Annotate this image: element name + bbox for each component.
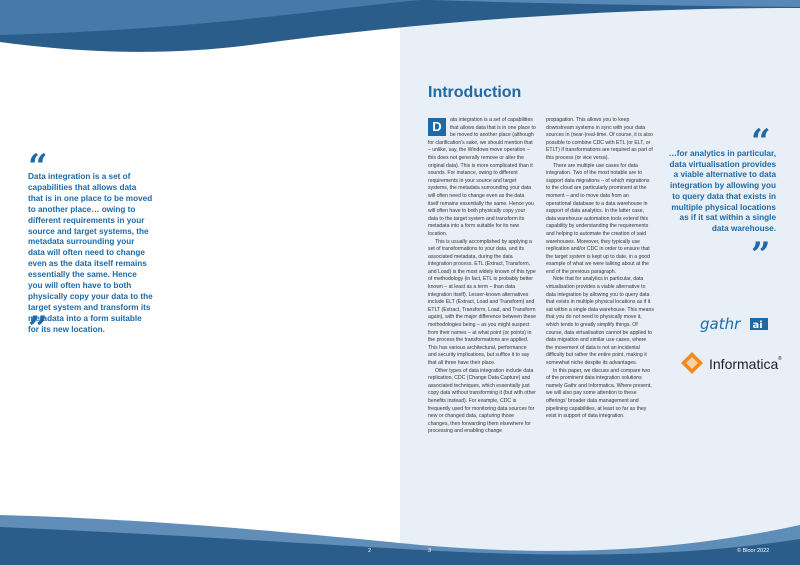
paragraph: In this paper, we discuss and compare two of the prominent data integration solutions namely Gathr and Informatica. Where present, we will also pay some attention to these offerings' broader data management and pipelining capabilities, at least so far as they exist in support of data integration. — [546, 367, 652, 420]
paragraph: Note that for analytics in particular, data virtualisation provides a viable alternative to data integration by allowing you to query data that exists in multiple physical locations as if it sat within a single data warehouse. This means that you do not need to physically move it, which tends to greatly simplify things. Of course, data virtualisation cannot be applied to data migration and similar use cases, where the movement of data is not an incidental difficulty but rather the entire point, making it somewhat niche despite its advantages. — [546, 276, 654, 366]
paragraph: This is usually accomplished by applying a set of transformations to your data, and its associated metadata, during the data integration process. ETL (Extract, Transform, and Load) is the most widely known of this type of methodology (in fact, ETL is probably better known – at least as a term – than data integration itself). Lesser-known alternatives include ELT (Extract, Load and Transform) and ETLT (Extract, Transform, Load, and Transform again), with the major difference between these methodologies being – as you might suspect from their names – at what point (or points) in the process the transformations are applied. This has various architectural, performance and security implications, but suffice it to say that all three have their place. — [428, 238, 536, 366]
bottom-wave-decoration — [0, 505, 800, 565]
gathr-wordmark: gathr — [700, 315, 741, 333]
paragraph: Other types of data integration include data replication, CDC (Change Data Capture) and associated techniques, which essentially just copy data without transforming it (but with other benefits instead). For example, CDC is frequently used for monitoring data sources for new or changed data, capturing those changes, then forwarding them elsewhere for processing and enabling change — [428, 367, 537, 435]
open-quote-icon: “ — [751, 122, 771, 162]
informatica-registered-mark: ® — [778, 356, 782, 362]
copyright: © Bloor 2022 — [737, 548, 770, 554]
paragraph: ata integration is a set of capabilities that allows data that is in one place to be moved to another place (although for clarification's sake, we should mention that – unlike, say, the Windows move operation – this does not generally remove or alter the original data). This is more complicated than it sounds. For instance, owing to different requirements in your source and target systems, the metadata surrounding your data will often need to change even as the data itself remains essentially the same. Hence you will often have to both physically copy your data to the target system and transform its metadata into a form suitable for its new location. — [428, 117, 536, 237]
page-number-left: 2 — [368, 548, 372, 554]
informatica-logo — [680, 351, 784, 381]
top-wave-decoration — [0, 0, 800, 60]
paragraph: propagation. This allows you to keep downstream systems in sync with your data sources in (near-)real-time. Of course, it is also possible to combine CDC with ETL (or ELT, or ETLT) if transformations are required as part of this process (or vice versa). — [546, 117, 653, 161]
body-column-1 — [428, 117, 536, 436]
informatica-wordmark: Informatica — [709, 356, 779, 372]
left-pull-quote: Data integration is a set of capabilities that allows data that is in one place to be moved to another place… owing to different requirements in your source and target systems, the metadata surrounding your data will often need to change even as the data itself remains essentially the same. Hence you will often have to both physically copy your data to the target system and transform its metadata into a form suitable for its new location. — [28, 172, 153, 334]
close-quote-icon: ” — [28, 309, 48, 349]
dropcap: D — [428, 118, 446, 136]
paragraph: There are multiple use cases for data integration. Two of the most notable are to support data migrations – of which migrations to the cloud are particularly prominent at the moment – and to move data from an operational database to a data warehouse in support of data analytics. In the latter case, data warehouse automation tools extend this capability by understanding the requirements and helping to automate the creation of said warehouses. Moreover, they typically use replication and/or CDC in order to ensure that the target system is kept up to date, in a good example of what we were talking about at the end of the previous paragraph. — [546, 162, 651, 275]
gathr-ai-mark: ai — [752, 320, 763, 331]
page-number-right: 3 — [428, 548, 432, 554]
right-pull-quote: …for analytics in particular, data virtualisation provides a viable alternative to data integration by allowing you to query data that exists in multiple physical locations as if it sat within a single data warehouse. — [668, 149, 776, 233]
gathr-logo — [700, 314, 770, 334]
close-quote-icon: ” — [751, 235, 771, 275]
page-title: Introduction — [428, 84, 522, 101]
body-column-2 — [546, 117, 654, 421]
open-quote-icon: “ — [28, 147, 48, 187]
